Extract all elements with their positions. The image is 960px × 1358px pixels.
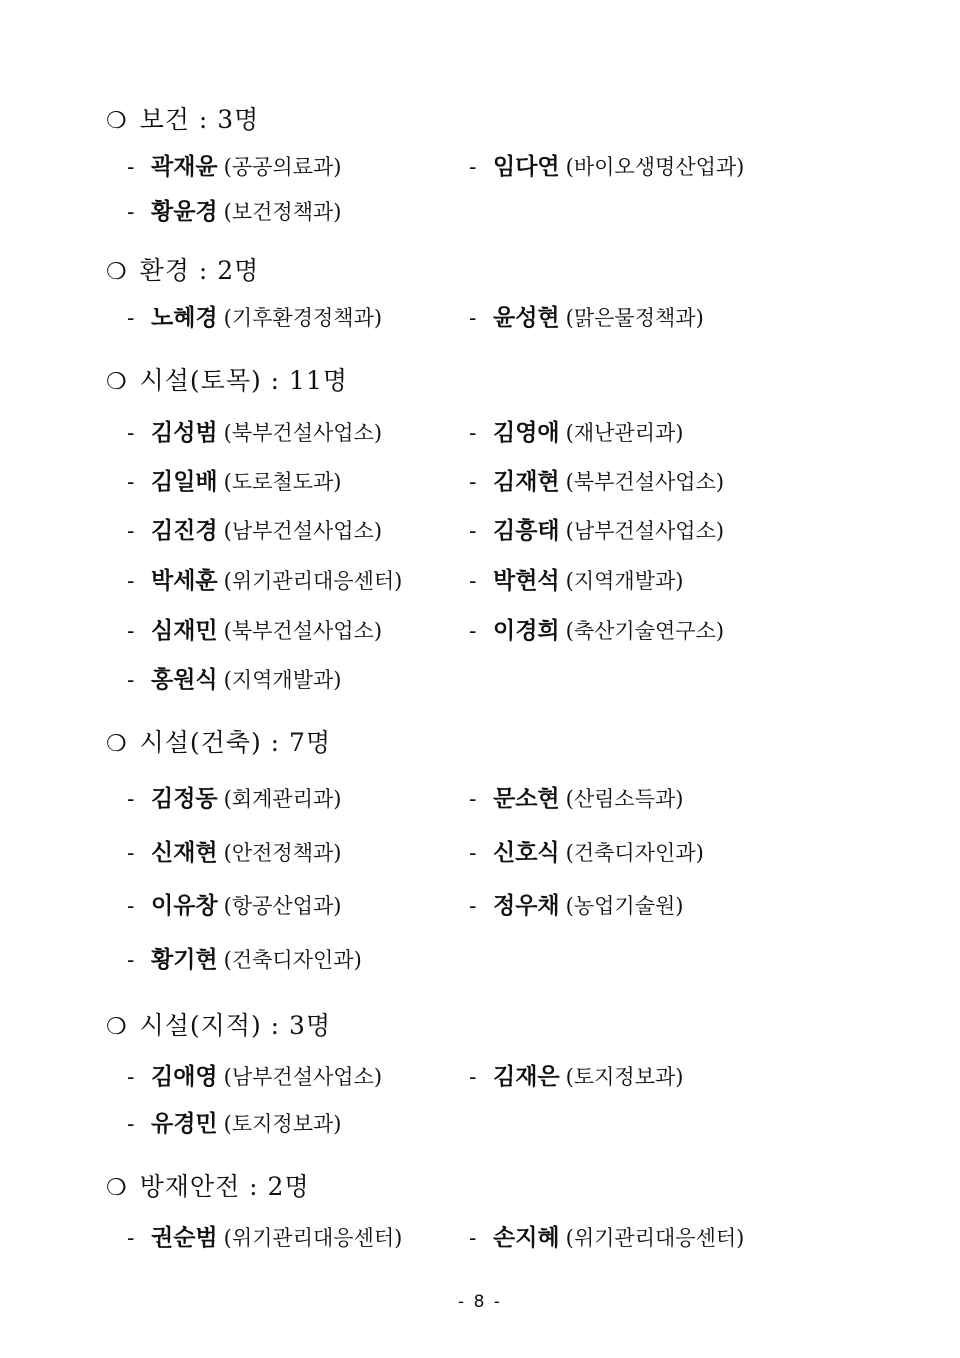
list-item <box>469 414 683 447</box>
person-name: 황기현 <box>151 946 218 973</box>
dash-marker: - <box>127 155 135 180</box>
list-item <box>469 562 683 595</box>
department: (지역개발과) <box>223 668 342 692</box>
list-item <box>127 1219 402 1252</box>
dash-marker: - <box>469 470 477 495</box>
department: (북부건설사업소) <box>223 619 383 643</box>
list-row <box>0 780 960 810</box>
department: (바이오생명산업과) <box>565 155 745 179</box>
dash-marker: - <box>469 894 477 919</box>
department: (토지정보과) <box>565 1065 684 1089</box>
dash-marker: - <box>127 519 135 544</box>
list-item <box>127 612 382 645</box>
section-title-civil: ❍ 시설(토목) : 11명 <box>106 366 349 395</box>
list-row <box>0 834 960 864</box>
circle-bullet-icon: ❍ <box>106 1175 128 1201</box>
dash-marker: - <box>127 894 135 919</box>
section-title-health: ❍ 보건 : 3명 <box>106 105 260 134</box>
person-name: 권순범 <box>151 1224 218 1251</box>
list-row <box>0 612 960 642</box>
list-item <box>127 887 341 920</box>
person-name: 이유창 <box>151 892 218 919</box>
dash-marker: - <box>127 841 135 866</box>
circle-bullet-icon: ❍ <box>106 1014 128 1040</box>
list-row <box>0 512 960 542</box>
department: (남부건설사업소) <box>223 1065 383 1089</box>
person-name: 노혜경 <box>151 304 218 331</box>
list-item <box>469 512 724 545</box>
list-item <box>469 148 744 181</box>
person-name: 박세훈 <box>151 567 218 594</box>
department: (위기관리대응센터) <box>223 569 403 593</box>
dash-marker: - <box>469 569 477 594</box>
dash-marker: - <box>127 668 135 693</box>
dash-marker: - <box>469 421 477 446</box>
dash-marker: - <box>127 1112 135 1137</box>
person-name: 김성범 <box>151 419 218 446</box>
list-row <box>0 562 960 592</box>
department: (남부건설사업소) <box>223 519 383 543</box>
dash-marker: - <box>469 519 477 544</box>
dash-marker: - <box>127 948 135 973</box>
section-title-cadastral: ❍ 시설(지적) : 3명 <box>106 1011 332 1040</box>
list-row <box>0 1058 960 1088</box>
dash-marker: - <box>127 421 135 446</box>
person-name: 김일배 <box>151 468 218 495</box>
list-item <box>469 887 683 920</box>
person-name: 신호식 <box>493 839 560 866</box>
list-item <box>469 1058 683 1091</box>
list-row <box>0 414 960 444</box>
list-row <box>0 1219 960 1249</box>
department: (공공의료과) <box>223 155 342 179</box>
person-name: 정우채 <box>493 892 560 919</box>
dash-marker: - <box>469 1065 477 1090</box>
person-name: 심재민 <box>151 617 218 644</box>
department: (건축디자인과) <box>223 948 362 972</box>
list-item <box>469 834 704 867</box>
department: (북부건설사업소) <box>565 470 725 494</box>
department: (북부건설사업소) <box>223 421 383 445</box>
person-name: 김영애 <box>493 419 560 446</box>
dash-marker: - <box>127 1065 135 1090</box>
list-item <box>469 780 683 813</box>
circle-bullet-icon: ❍ <box>106 731 128 757</box>
department: (위기관리대응센터) <box>565 1226 745 1250</box>
department: (건축디자인과) <box>565 841 704 865</box>
department: (산림소득과) <box>565 787 684 811</box>
dash-marker: - <box>469 155 477 180</box>
list-item <box>127 562 402 595</box>
list-item <box>127 834 341 867</box>
dash-marker: - <box>469 306 477 331</box>
list-item <box>127 299 382 332</box>
department: (위기관리대응센터) <box>223 1226 403 1250</box>
dash-marker: - <box>127 619 135 644</box>
dash-marker: - <box>469 1226 477 1251</box>
dash-marker: - <box>469 841 477 866</box>
dash-marker: - <box>127 306 135 331</box>
circle-bullet-icon: ❍ <box>106 108 128 134</box>
dash-marker: - <box>127 787 135 812</box>
list-item <box>127 414 382 447</box>
person-name: 김흥태 <box>493 517 560 544</box>
person-name: 김애영 <box>151 1063 218 1090</box>
section-title-architecture: ❍ 시설(건축) : 7명 <box>106 728 332 757</box>
list-item <box>127 780 341 813</box>
person-name: 유경민 <box>151 1110 218 1137</box>
person-name: 문소현 <box>493 785 560 812</box>
list-item <box>127 193 341 226</box>
department: (맑은물정책과) <box>565 306 704 330</box>
list-item <box>127 1105 341 1138</box>
department: (보건정책과) <box>223 200 342 224</box>
list-item <box>469 463 724 496</box>
list-row <box>0 193 960 223</box>
person-name: 곽재윤 <box>151 153 218 180</box>
list-item <box>127 661 341 694</box>
dash-marker: - <box>469 787 477 812</box>
dash-marker: - <box>127 569 135 594</box>
circle-bullet-icon: ❍ <box>106 369 128 395</box>
person-name: 황윤경 <box>151 198 218 225</box>
list-row <box>0 887 960 917</box>
list-row <box>0 299 960 329</box>
dash-marker: - <box>127 470 135 495</box>
department: (남부건설사업소) <box>565 519 725 543</box>
page-number: - 8 - <box>458 1292 502 1312</box>
list-row <box>0 148 960 178</box>
list-row <box>0 941 960 971</box>
list-item <box>127 148 341 181</box>
circle-bullet-icon: ❍ <box>106 259 128 285</box>
department: (회계관리과) <box>223 787 342 811</box>
person-name: 신재현 <box>151 839 218 866</box>
person-name: 손지혜 <box>493 1224 560 1251</box>
department: (농업기술원) <box>565 894 684 918</box>
list-item <box>127 512 382 545</box>
person-name: 임다연 <box>493 153 560 180</box>
department: (재난관리과) <box>565 421 684 445</box>
department: (도로철도과) <box>223 470 342 494</box>
person-name: 김재은 <box>493 1063 560 1090</box>
list-item <box>469 299 704 332</box>
section-title-disaster-safety: ❍ 방재안전 : 2명 <box>106 1172 310 1201</box>
department: (안전정책과) <box>223 841 342 865</box>
department: (기후환경정책과) <box>223 306 383 330</box>
department: (토지정보과) <box>223 1112 342 1136</box>
list-item <box>469 612 724 645</box>
list-row <box>0 1105 960 1135</box>
list-item <box>127 1058 382 1091</box>
list-item <box>127 463 341 496</box>
department: (지역개발과) <box>565 569 684 593</box>
dash-marker: - <box>469 619 477 644</box>
dash-marker: - <box>127 1226 135 1251</box>
department: (축산기술연구소) <box>565 619 725 643</box>
person-name: 홍원식 <box>151 666 218 693</box>
person-name: 박현석 <box>493 567 560 594</box>
list-row <box>0 661 960 691</box>
list-item <box>127 941 362 974</box>
person-name: 김진경 <box>151 517 218 544</box>
person-name: 윤성현 <box>493 304 560 331</box>
section-title-environment: ❍ 환경 : 2명 <box>106 256 260 285</box>
list-row <box>0 463 960 493</box>
department: (항공산업과) <box>223 894 342 918</box>
person-name: 김재현 <box>493 468 560 495</box>
list-item <box>469 1219 744 1252</box>
dash-marker: - <box>127 200 135 225</box>
person-name: 이경희 <box>493 617 560 644</box>
person-name: 김정동 <box>151 785 218 812</box>
